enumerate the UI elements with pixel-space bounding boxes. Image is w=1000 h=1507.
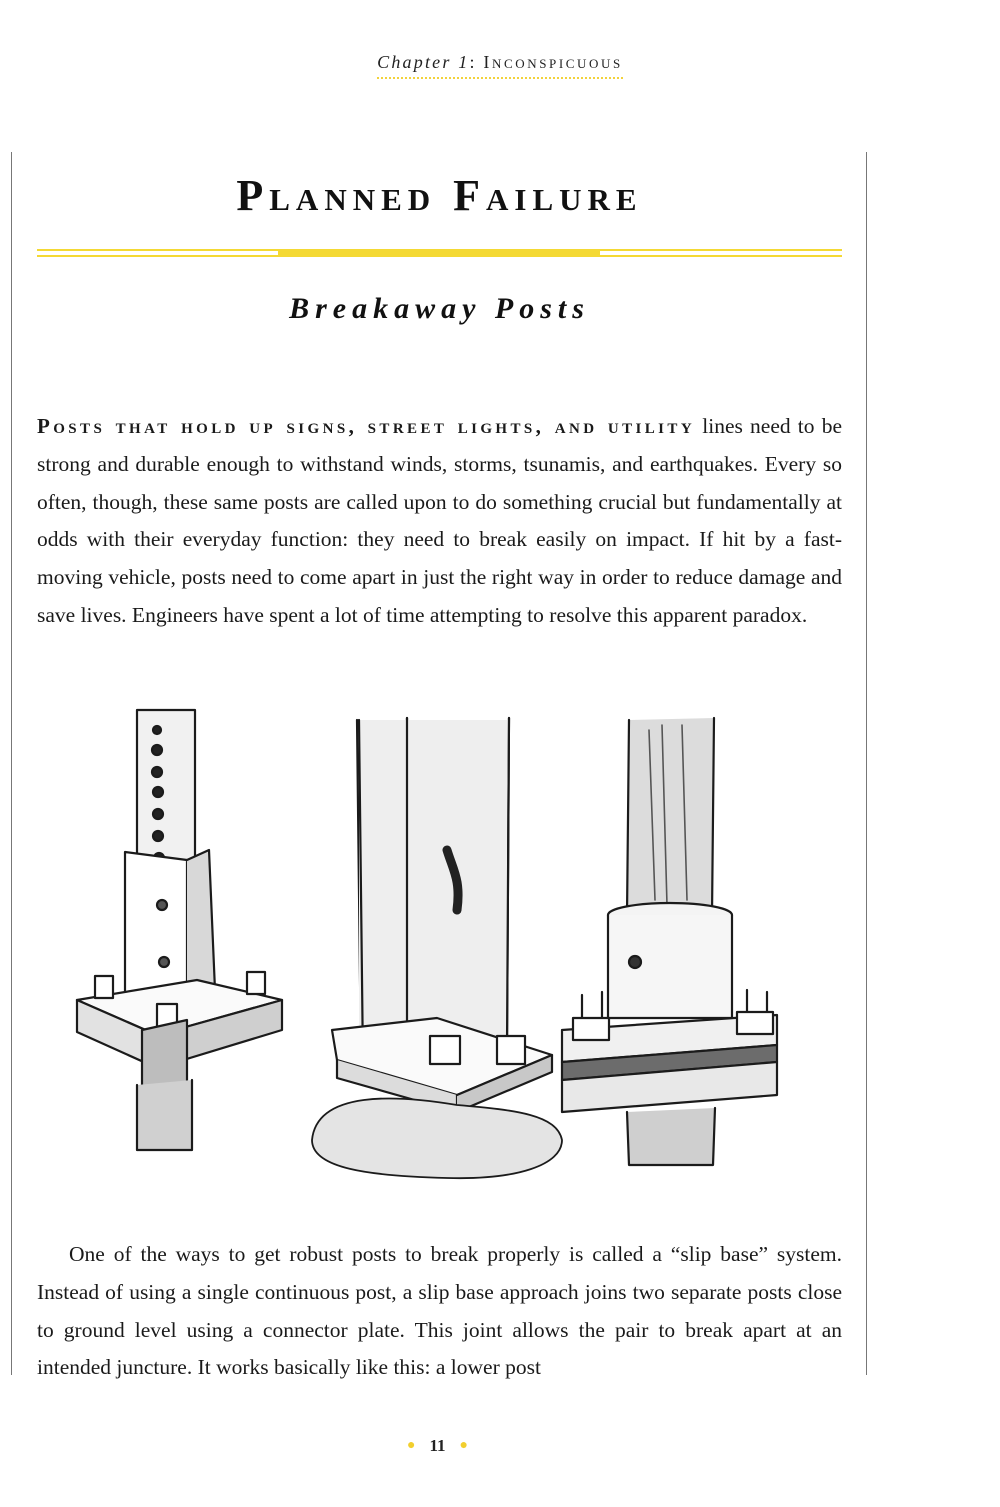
- collar-base-post-sketch: [562, 718, 777, 1165]
- page-title: Planned Failure: [236, 171, 643, 220]
- chapter-title: Inconspicuous: [483, 52, 623, 72]
- page-number: 11: [429, 1436, 446, 1455]
- chapter-label: Chapter 1: [377, 52, 470, 72]
- left-margin-rule: [11, 152, 12, 1375]
- paragraph-lead-in: Posts that hold up signs, street lights, and utility: [37, 414, 696, 438]
- breakaway-posts-illustration: [37, 700, 842, 1190]
- slip-base-post-sketch: [77, 710, 282, 1150]
- right-margin-rule: [866, 152, 867, 1375]
- title-divider: [37, 249, 842, 258]
- paragraph-1-text: lines need to be strong and durable enough to withstand winds, storms, tsunamis, and earthquakes. Every so often, though, these same posts are called upon to do something crucial but fundamentally at odds with their everyday function: they need to break easily on impact. If hit by a fast-moving vehicle, posts need to come apart in just the right way in order to reduce damage and save lives. Engineers have spent a lot of time attempting to resolve this apparent paradox.: [37, 414, 842, 627]
- bullet-icon: ●: [459, 1438, 468, 1453]
- running-head-separator: :: [469, 52, 477, 72]
- triangular-slip-plate-sketch: [312, 718, 562, 1178]
- running-head: [0, 52, 1000, 79]
- page-footer: [0, 1436, 875, 1456]
- body-paragraph-2: One of the ways to get robust posts to break properly is called a “slip base” system. Instead of using a single continuous post, a slip base approach joins two separate posts close to ground level using a connector plate. This joint allows the pair to break apart at an intended juncture. It works basically like this: a lower post: [37, 1242, 842, 1380]
- bullet-icon: ●: [407, 1438, 416, 1453]
- body-paragraph-1: [37, 408, 842, 635]
- section-subtitle: Breakaway Posts: [289, 292, 590, 325]
